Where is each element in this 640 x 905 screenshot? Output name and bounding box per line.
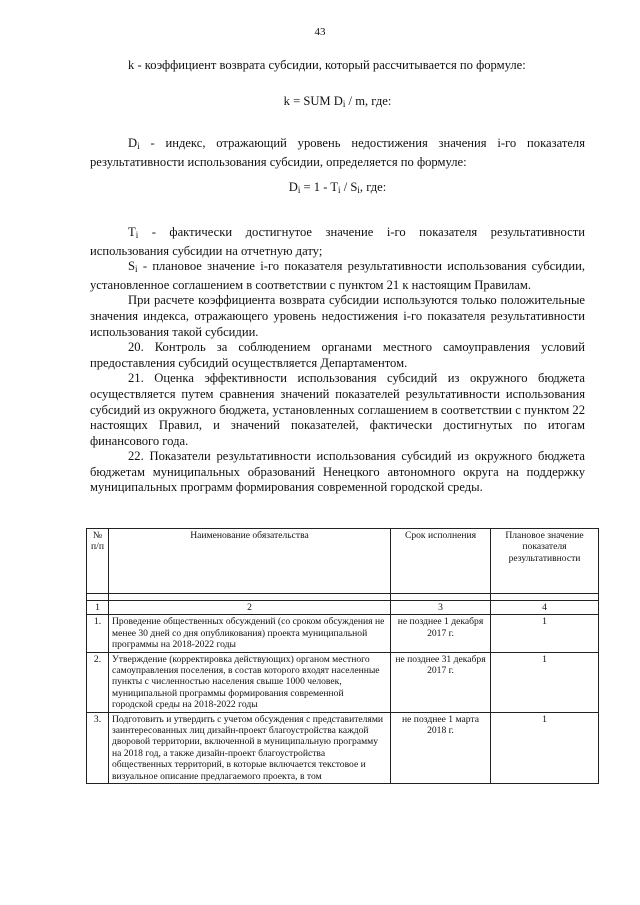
- row-obligation-name: Подготовить и утвердить с учетом обсуждения с представителями заинтересованных лиц дизайн-проект благоустройства каждой дворовой территории, включенной в муниципальную программу на 2018 год, а также дизайн-проект благоустройства общественных территорий, в которые включается текстовое и визуальное описание предлагаемого проекта, в том: [109, 712, 391, 783]
- formula-d-part-2: = 1 - T: [300, 180, 339, 195]
- page-number: 43: [314, 26, 326, 38]
- column-number-3: 3: [391, 601, 491, 615]
- row-planned-value: 1: [491, 652, 599, 712]
- obligations-table: [86, 528, 599, 784]
- paragraph-d-definition: [90, 136, 585, 170]
- header-obligation-name: Наименование обязательства: [109, 529, 391, 594]
- row-deadline: не позднее 1 марта 2018 г.: [391, 712, 491, 783]
- row-number: 2.: [87, 652, 109, 712]
- formula-k-right: / m, где:: [345, 93, 392, 108]
- formula-d-part-3-sub: i: [357, 185, 360, 196]
- s-symbol-sub: i: [135, 264, 138, 275]
- row-deadline: не позднее 1 декабря 2017 г.: [391, 615, 491, 652]
- s-symbol: S: [128, 259, 136, 274]
- spacer-cell: [87, 594, 109, 601]
- table-row: [87, 652, 599, 712]
- formula-d: [90, 180, 585, 199]
- paragraph-calc-note: При расчете коэффициента возврата субсидии используются только положительные значения индекса, отражающего уровень недостижения i-го показателя результативности использования такой субсидии.: [90, 293, 585, 339]
- row-number: 1.: [87, 615, 109, 652]
- row-planned-value: 1: [491, 615, 599, 652]
- formula-d-part-1-sub: i: [297, 185, 301, 196]
- formula-k-left: k = SUM D: [283, 93, 343, 108]
- paragraph-21: 21. Оценка эффективности использования субсидий из окружного бюджета осуществляется путем сравнения значений показателей результативности использования субсидий из окружного бюджета, установленных соглашением в соответствии с пунктом 22 настоящих Правил, и значений показателей, фактически достигнутых по итогам финансового года.: [90, 371, 585, 448]
- table-row: [87, 712, 599, 783]
- header-deadline: Срок исполнения: [391, 529, 491, 594]
- formula-d-part-1: D: [288, 180, 298, 195]
- row-number: 3.: [87, 712, 109, 783]
- formula-d-part-3: / S: [340, 180, 358, 195]
- spacer-cell: [109, 594, 391, 601]
- paragraph-k-definition: k - коэффициент возврата субсидии, который рассчитывается по формуле:: [128, 58, 526, 72]
- column-number-2: 2: [109, 601, 391, 615]
- spacer-cell: [491, 594, 599, 601]
- formula-k-sub: i: [342, 98, 346, 109]
- column-number-1: 1: [87, 601, 109, 615]
- table-column-numbers-row: [87, 601, 599, 615]
- row-obligation-name: Проведение общественных обсуждений (со сроком обсуждения не менее 30 дней со дня опубликования) проекта муниципальной программы на 2018-2022 годы: [109, 615, 391, 652]
- paragraph-22: 22. Показатели результативности использования субсидий из окружного бюджета бюджетам муниципальных образований Ненецкого автономного округа на поддержку муниципальных программ формирования современной городской среды.: [90, 449, 585, 495]
- document-body: [90, 58, 585, 496]
- d-symbol: D: [128, 136, 138, 151]
- t-definition-text: - фактически достигнутое значение i-го показателя результативности использования субсидии на отчетную дату;: [90, 224, 585, 258]
- row-deadline: не позднее 31 декабря 2017 г.: [391, 652, 491, 712]
- table-header-row: [87, 529, 599, 594]
- header-planned-value: Плановое значение показателя результативности: [491, 529, 599, 594]
- row-planned-value: 1: [491, 712, 599, 783]
- d-symbol-sub: i: [137, 141, 140, 152]
- d-definition-text: - индекс, отражающий уровень недостижения значения i-го показателя результативности использования субсидии, определяется по формуле:: [90, 136, 585, 169]
- t-symbol-sub: i: [135, 229, 139, 240]
- s-definition-text: - плановое значение i-го показателя результативности использования субсидии, установленное соглашением в соответствии с пунктом 21 к настоящим Правилам.: [90, 259, 585, 292]
- column-number-4: 4: [491, 601, 599, 615]
- spacer-cell: [391, 594, 491, 601]
- header-number: № п/п: [87, 529, 109, 594]
- paragraph-t-definition: [90, 225, 585, 259]
- paragraph-s-definition: [90, 259, 585, 293]
- paragraph-20: 20. Контроль за соблюдением органами местного самоуправления условий предоставления субсидий осуществляется Департаментом.: [90, 340, 585, 370]
- formula-d-part-4: , где:: [359, 180, 387, 195]
- row-obligation-name: Утверждение (корректировка действующих) органом местного самоуправления поселения, в состав которого входят населенные пункты с численностью населения свыше 1000 человек, муниципальной программы формирования современной городской среды на 2018-2022 годы: [109, 652, 391, 712]
- table-row: [87, 615, 599, 652]
- t-symbol: T: [128, 224, 136, 239]
- table-spacer-row: [87, 594, 599, 601]
- formula-d-part-2-sub: i: [338, 185, 341, 196]
- formula-k: [90, 94, 585, 113]
